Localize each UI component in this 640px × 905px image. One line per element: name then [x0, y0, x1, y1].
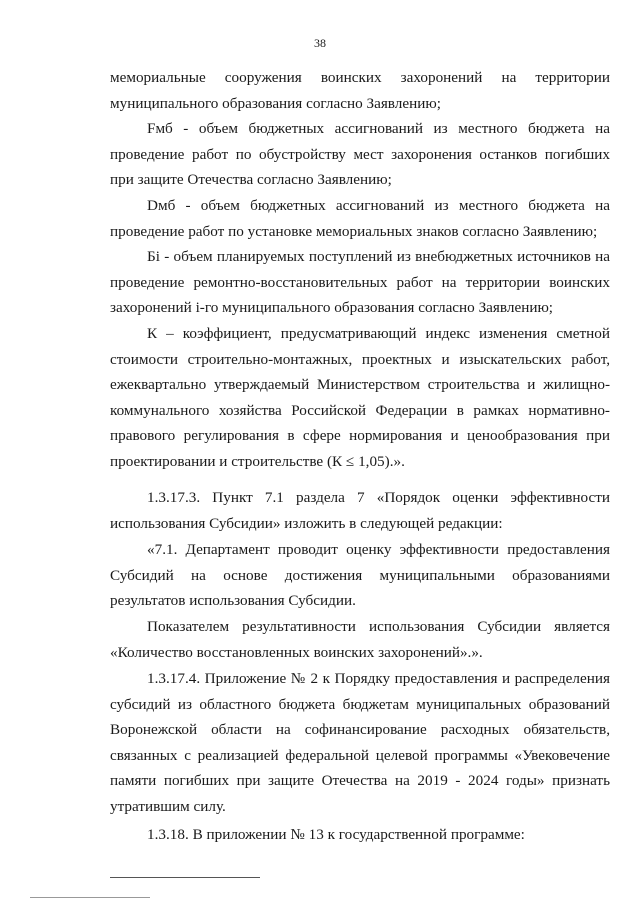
paragraph-1-3-17-4: 1.3.17.4. Приложение № 2 к Порядку предоставления и распределения субсидий из областного бюджета бюджетам муниципальных образований Воронежской области на софинансирование расходных обязательств, связанных с реализацией федеральной целевой программы «Увековечение памяти погибших при защите Отечества на 2019 - 2024 годы» признать утратившим силу. [110, 670, 610, 815]
paragraph-bi-definition: Бi - объем планируемых поступлений из внебюджетных источников на проведение ремонтно-восстановительных работ на территории воинских захоронений i-го муниципального образования согласно Заявлению; [110, 248, 610, 316]
scan-edge-line [30, 897, 150, 898]
paragraph-k-coefficient: К – коэффициент, предусматривающий индекс изменения сметной стоимости строительно-монтажных, проектных и изыскательских работ, ежеквартально утверждаемый Министерством строительства и жилищно-коммунального хозяйства Российской Федерации в рамках нормативно-правового регулирования в сфере нормирования и ценообразования при проектировании и строительстве (К ≤ 1,05).». [110, 325, 610, 470]
paragraph-dmb-definition: Dмб - объем бюджетных ассигнований из местного бюджета на проведение работ по установке мемориальных знаков согласно Заявлению; [110, 197, 610, 240]
paragraph-7-1: «7.1. Департамент проводит оценку эффективности предоставления Субсидий на основе достижения муниципальными образованиями результатов использования Субсидии. [110, 541, 610, 609]
paragraph-memorial-structures: мемориальные сооружения воинских захоронений на территории муниципального образования согласно Заявлению; [110, 69, 610, 112]
paragraph-performance-indicator: Показателем результативности использования Субсидии является «Количество восстановленных воинских захоронений».». [110, 618, 610, 661]
paragraph-1-3-17-3: 1.3.17.3. Пункт 7.1 раздела 7 «Порядок оценки эффективности использования Субсидии» изложить в следующей редакции: [110, 489, 610, 532]
paragraph-fmb-definition: Fмб - объем бюджетных ассигнований из местного бюджета на проведение работ по обустройству мест захоронения останков погибших при защите Отечества согласно Заявлению; [110, 120, 610, 188]
bottom-rule [110, 877, 260, 878]
paragraph-1-3-18: 1.3.18. В приложении № 13 к государственной программе: [147, 826, 525, 843]
page-number: 38 [314, 36, 326, 50]
